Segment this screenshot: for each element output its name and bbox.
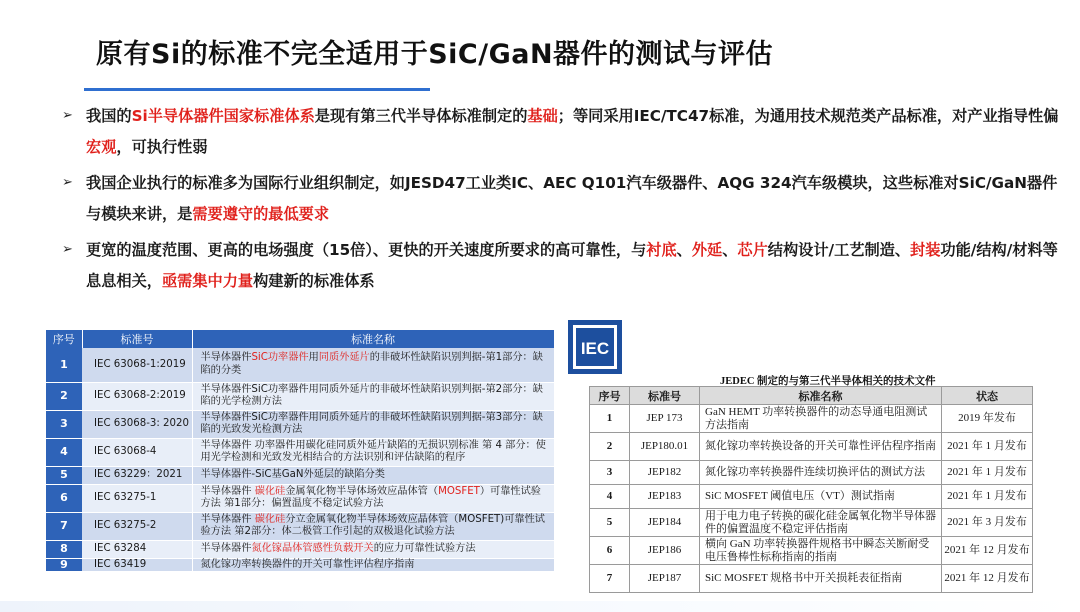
footer-band — [0, 601, 1080, 612]
jedec-standard-name: SiC MOSFET 阈值电压（VT）测试指南 — [700, 485, 942, 509]
iec-standard-code: IEC 63068-4 — [82, 438, 192, 466]
text-segment: 氮化镓功率转换器件的开关可靠性评估程序指南 — [200, 558, 415, 570]
iec-header-no: 序号 — [46, 330, 82, 348]
iec-logo-text: IEC — [580, 339, 610, 358]
iec-standard-name — [192, 348, 554, 382]
text-segment: 的应力可靠性试验方法 — [373, 542, 476, 554]
highlighted-text: 芯片 — [737, 241, 768, 259]
iec-standard-code: IEC 63275-2 — [82, 512, 192, 540]
iec-table-row — [46, 466, 554, 484]
jedec-standard-name: GaN HEMT 功率转换器件的动态导通电阻测试方法指南 — [700, 405, 942, 433]
jedec-standard-status: 2019 年发布 — [942, 405, 1033, 433]
iec-standard-name — [192, 438, 554, 466]
text-segment: 金属氧化物半导体场效应晶体管（ — [285, 485, 439, 497]
text-segment: 半导体器件 — [200, 352, 252, 364]
bullet-text — [86, 168, 1062, 229]
iec-header-name: 标准名称 — [192, 330, 554, 348]
text-segment: 半导体器件 — [200, 542, 252, 554]
arrow-bullet-icon: ➢ — [62, 108, 73, 123]
jedec-table-row — [590, 485, 1033, 509]
jedec-row-number: 5 — [590, 509, 630, 537]
jedec-row-number: 1 — [590, 405, 630, 433]
iec-table-row — [46, 410, 554, 438]
highlighted-text: 碳化硅 — [254, 513, 286, 525]
jedec-standard-status: 2021 年 1 月发布 — [942, 433, 1033, 461]
text-segment: 半导体器件-SiC基GaN外延层的缺陷分类 — [200, 468, 385, 480]
iec-table-row — [46, 512, 554, 540]
iec-row-number: 2 — [46, 382, 82, 410]
text-segment: 、 — [722, 241, 738, 259]
text-segment: 半导体器件 — [200, 513, 255, 525]
iec-logo — [568, 320, 622, 374]
bullet-text — [86, 235, 1062, 296]
jedec-table-row — [590, 433, 1033, 461]
iec-standard-code: IEC 63229：2021 — [82, 466, 192, 484]
iec-standard-name — [192, 382, 554, 410]
arrow-bullet-icon: ➢ — [62, 175, 73, 190]
iec-table-row — [46, 558, 554, 572]
highlighted-text: SiC功率器件 — [251, 352, 309, 364]
iec-row-number: 6 — [46, 484, 82, 512]
highlighted-text: 外延 — [691, 241, 723, 259]
iec-header-code: 标准号 — [82, 330, 192, 348]
text-segment: 半导体器件 功率器件用碳化硅同质外延片缺陷的无损识别标准 第 4 部分：使用光学检测和光致发光相结合的方法识别和评估缺陷的程序 — [200, 439, 546, 463]
text-segment: 半导体器件SiC功率器件用同质外延片的非破坏性缺陷识别判据-第2部分：缺陷的光学检测方法 — [200, 383, 543, 407]
highlighted-text: 宏观 — [86, 137, 117, 156]
jedec-standard-status: 2021 年 1 月发布 — [942, 485, 1033, 509]
jedec-standard-code: JEP186 — [630, 537, 700, 565]
jedec-header-status: 状态 — [942, 387, 1033, 405]
jedec-header-no: 序号 — [590, 387, 630, 405]
iec-row-number: 4 — [46, 438, 82, 466]
iec-table-row — [46, 540, 554, 558]
text-segment: 的非破坏性缺陷识别判据-第1部分：缺陷的分类 — [200, 352, 543, 376]
slide-title: 原有Si的标准不完全适用于SiC/GaN器件的测试与评估 — [96, 39, 774, 70]
iec-standards-table — [46, 330, 555, 572]
jedec-row-number: 6 — [590, 537, 630, 565]
jedec-standards-table — [589, 386, 1033, 593]
jedec-row-number: 2 — [590, 433, 630, 461]
iec-standard-code: IEC 63419 — [82, 558, 192, 572]
iec-standard-code: IEC 63068-3: 2020 — [82, 410, 192, 438]
bullet-item — [62, 101, 1062, 162]
jedec-standard-code: JEP187 — [630, 565, 700, 593]
iec-standard-code: IEC 63275-1 — [82, 484, 192, 512]
jedec-row-number: 7 — [590, 565, 630, 593]
text-segment: 、 — [676, 241, 692, 259]
highlighted-text: 衬底 — [646, 241, 677, 259]
jedec-standard-name: 氮化镓功率转换器件连续切换评估的测试方法 — [700, 461, 942, 485]
text-segment: 我国企业执行的标准多为国际行业组织制定，如JESD47工业类IC、AEC Q101汽车级器件、AQG 324汽车级模块，这些标准对SiC/GaN器件与模块来讲，是 — [86, 174, 1058, 223]
iec-row-number: 1 — [46, 348, 82, 382]
bullet-item — [62, 235, 1062, 296]
iec-table-row — [46, 484, 554, 512]
text-segment: 我国的 — [86, 107, 132, 125]
jedec-table-row — [590, 537, 1033, 565]
jedec-standard-status: 2021 年 12 月发布 — [942, 537, 1033, 565]
slide-title-wrap — [96, 32, 996, 71]
text-segment: 半导体器件 — [200, 485, 255, 497]
iec-row-number: 9 — [46, 558, 82, 572]
iec-row-number: 5 — [46, 466, 82, 484]
iec-standard-name — [192, 484, 554, 512]
highlighted-text: MOSFET — [438, 485, 480, 497]
jedec-standard-status: 2021 年 1 月发布 — [942, 461, 1033, 485]
title-underline — [84, 88, 430, 91]
jedec-standard-code: JEP180.01 — [630, 433, 700, 461]
highlighted-text: 封装 — [910, 241, 941, 259]
iec-standard-name — [192, 466, 554, 484]
arrow-bullet-icon: ➢ — [62, 242, 73, 257]
highlighted-text: Si半导体器件国家标准体系 — [131, 107, 315, 125]
iec-table-row — [46, 348, 554, 382]
highlighted-text: 氮化镓晶体管感性负载开关 — [251, 542, 374, 554]
iec-standard-name — [192, 410, 554, 438]
bullet-item — [62, 168, 1062, 229]
text-segment: ）可靠性试验方法 第1部分：偏置温度不稳定试验方法 — [200, 485, 541, 509]
highlighted-text: 同质外延片 — [318, 352, 370, 364]
iec-standard-name — [192, 558, 554, 572]
iec-row-number: 7 — [46, 512, 82, 540]
jedec-standard-name: SiC MOSFET 规格书中开关损耗表征指南 — [700, 565, 942, 593]
jedec-standard-name: 用于电力电子转换的碳化硅金属氧化物半导体器件的偏置温度不稳定评估指南 — [700, 509, 942, 537]
bullet-list — [62, 101, 1062, 302]
text-segment: 功能/结构/材料等息息相关， — [86, 241, 1058, 290]
iec-row-number: 8 — [46, 540, 82, 558]
jedec-standard-code: JEP182 — [630, 461, 700, 485]
jedec-table-row — [590, 461, 1033, 485]
jedec-standard-code: JEP184 — [630, 509, 700, 537]
jedec-standard-code: JEP183 — [630, 485, 700, 509]
text-segment: 构建新的标准体系 — [253, 271, 375, 290]
jedec-row-number: 4 — [590, 485, 630, 509]
iec-standard-code: IEC 63068-1:2019 — [82, 348, 192, 382]
text-segment: 更宽的温度范围、更高的电场强度（15倍）、更快的开关速度所要求的高可靠性，与 — [86, 241, 647, 259]
iec-table-header-row — [46, 330, 554, 348]
text-segment: 是现有第三代半导体标准制定的 — [314, 107, 528, 125]
jedec-row-number: 3 — [590, 461, 630, 485]
iec-standard-code: IEC 63068-2:2019 — [82, 382, 192, 410]
jedec-header-code: 标准号 — [630, 387, 700, 405]
jedec-table-row — [590, 565, 1033, 593]
jedec-header-name: 标准名称 — [700, 387, 942, 405]
iec-row-number: 3 — [46, 410, 82, 438]
text-segment: 分立金属氧化物半导体场效应晶体管（MOSFET)可靠性试验方法 第2部分：体二极管工作引起的双极退化试验方法 — [200, 513, 545, 537]
jedec-standard-name: 氮化镓功率转换设备的开关可靠性评估程序指南 — [700, 433, 942, 461]
jedec-table-header-row — [590, 387, 1033, 405]
iec-standard-code: IEC 63284 — [82, 540, 192, 558]
text-segment: ，可执行性弱 — [116, 137, 208, 156]
jedec-standard-status: 2021 年 3 月发布 — [942, 509, 1033, 537]
iec-standard-name — [192, 512, 554, 540]
bullet-text — [86, 101, 1062, 162]
iec-standard-name — [192, 540, 554, 558]
jedec-standard-code: JEP 173 — [630, 405, 700, 433]
iec-table-row — [46, 438, 554, 466]
jedec-table-caption: JEDEC 制定的与第三代半导体相关的技术文件 — [720, 376, 936, 387]
jedec-table-row — [590, 509, 1033, 537]
highlighted-text: 基础 — [527, 107, 558, 125]
iec-table-row — [46, 382, 554, 410]
jedec-standard-name: 横向 GaN 功率转换器件规格书中瞬态关断耐受电压鲁棒性标称指南的指南 — [700, 537, 942, 565]
highlighted-text: 需要遵守的最低要求 — [192, 204, 329, 223]
highlighted-text: 亟需集中力量 — [161, 271, 254, 290]
jedec-standard-status: 2021 年 12 月发布 — [942, 565, 1033, 593]
highlighted-text: 碳化硅 — [254, 485, 286, 497]
text-segment: ；等同采用IEC/TC47标准，为通用技术规范类产品标准，对产业指导性偏 — [557, 107, 1059, 125]
text-segment: 半导体器件SiC功率器件用同质外延片的非破坏性缺陷识别判据-第3部分：缺陷的光致发光检测方法 — [200, 411, 543, 435]
jedec-table-row — [590, 405, 1033, 433]
text-segment: 结构设计/工艺制造、 — [767, 241, 911, 259]
text-segment: 用 — [308, 352, 319, 364]
